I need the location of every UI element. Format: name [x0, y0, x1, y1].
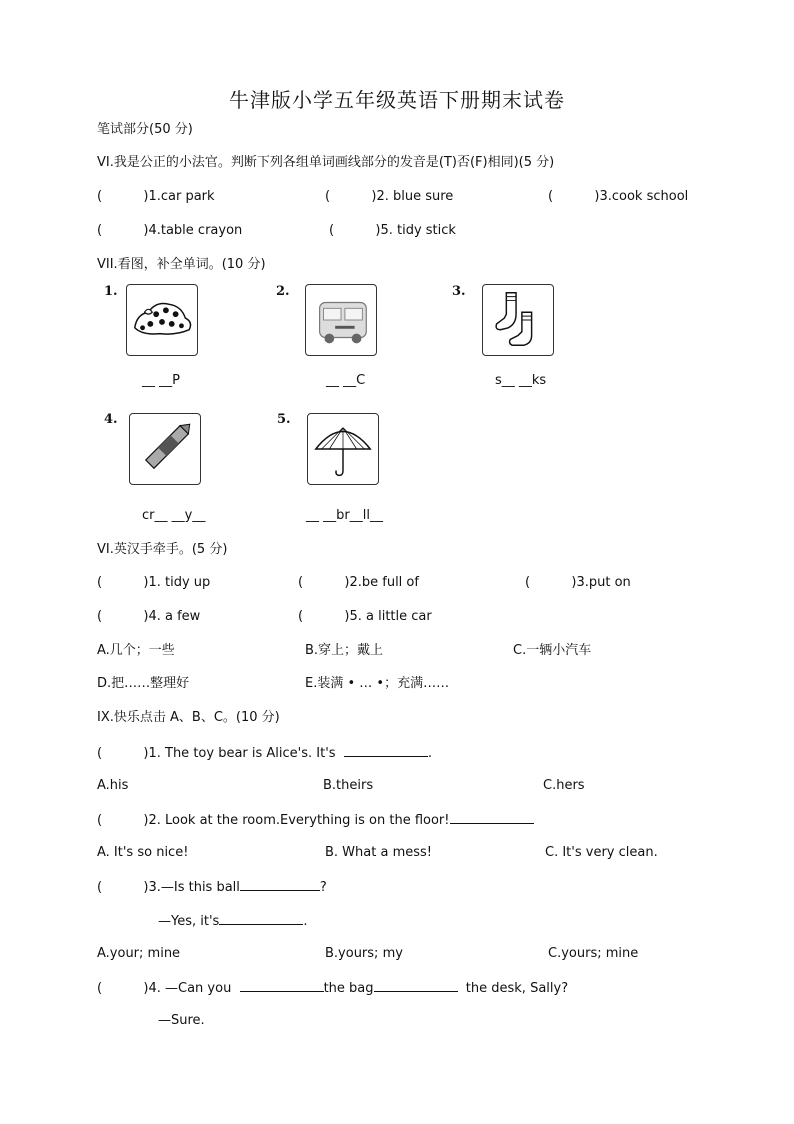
s9-q2-option-c: C. It's very clean. — [545, 845, 658, 860]
pic-number-1: 1. — [104, 284, 118, 299]
s6-item-4: ( )4.table crayon — [97, 223, 243, 238]
s9-q1-option-a: A.his — [97, 778, 129, 793]
pic-number-3: 3. — [452, 284, 466, 299]
s9-q1-option-b: B.theirs — [323, 778, 374, 793]
s8-heading: VI.英汉手牵手。(5 分) — [97, 542, 228, 557]
s9-q2-option-b: B. What a mess! — [325, 845, 432, 860]
answer-blank — [344, 744, 428, 757]
s9-question-3b: —Yes, it's . — [158, 914, 308, 929]
umbrella-icon — [308, 414, 378, 484]
s9-q2-option-a: A. It's so nice! — [97, 845, 189, 860]
answer-blank — [240, 979, 324, 992]
s6-item-1: ( )1.car park — [97, 189, 215, 204]
s8-item-1: ( )1. tidy up — [97, 575, 211, 590]
s8-item-4: ( )4. a few — [97, 609, 201, 624]
s7-answer-3: s__ __ks — [495, 373, 547, 388]
s9-q1-option-c: C.hers — [543, 778, 585, 793]
s8-option-d: D.把……整理好 — [97, 676, 190, 691]
s8-item-5: ( )5. a little car — [298, 609, 432, 624]
s8-option-c: C.一辆小汽车 — [513, 643, 592, 658]
s7-answer-4: cr__ __y__ — [142, 508, 206, 523]
crayon-icon — [130, 414, 200, 484]
s9-q3-option-b: B.yours; my — [325, 946, 403, 961]
s8-option-a: A.几个；一些 — [97, 643, 175, 658]
pic-number-2: 2. — [276, 284, 290, 299]
answer-blank — [219, 912, 303, 925]
s9-question-2: ( )2. Look at the room.Everything is on the floor! — [97, 811, 534, 829]
s9-question-4: ( )4. —Can you the bag the desk, Sally? — [97, 981, 569, 996]
s6-item-5: ( )5. tidy stick — [329, 223, 456, 238]
s9-question-3a: ( )3.—Is this ball ? — [97, 880, 327, 895]
s8-option-b: B.穿上；戴上 — [305, 643, 384, 658]
picture-box-4 — [129, 413, 201, 485]
answer-blank — [240, 878, 320, 891]
s8-item-3: ( )3.put on — [525, 575, 631, 590]
s7-heading: VII.看图，补全单词。(10 分) — [97, 257, 266, 272]
s9-question-1: ( )1. The toy bear is Alice's. It's . — [97, 746, 432, 761]
page-title: 牛津版小学五年级英语下册期末试卷 — [229, 88, 565, 112]
s7-answer-5: __ __br__ll__ — [306, 508, 383, 523]
hat-icon — [127, 285, 197, 355]
socks-icon — [483, 285, 553, 355]
s6-item-2: ( )2. blue sure — [325, 189, 454, 204]
picture-box-5 — [307, 413, 379, 485]
s9-question-4-reply: —Sure. — [158, 1013, 205, 1028]
picture-box-3 — [482, 284, 554, 356]
s7-answer-2: __ __C — [326, 373, 366, 388]
s9-q3-option-a: A.your; mine — [97, 946, 181, 961]
s9-heading: IX.快乐点击 A、B、C。(10 分) — [97, 710, 280, 725]
s8-option-e: E.装满 • … •；充满…… — [305, 676, 450, 691]
answer-blank — [374, 979, 458, 992]
s6-item-3: ( )3.cook school — [548, 189, 689, 204]
s8-item-2: ( )2.be full of — [298, 575, 419, 590]
s6-heading: VI.我是公正的小法官。判断下列各组单词画线部分的发音是(T)否(F)相同)(5 分) — [97, 155, 555, 170]
answer-blank — [450, 811, 534, 824]
s7-answer-1: __ __P — [142, 373, 180, 388]
section-written: 笔试部分(50 分) — [97, 122, 193, 137]
s9-q3-option-c: C.yours; mine — [548, 946, 639, 961]
pic-number-5: 5. — [277, 412, 291, 427]
pic-number-4: 4. — [104, 412, 118, 427]
picture-box-1 — [126, 284, 198, 356]
picture-box-2 — [305, 284, 377, 356]
bus-icon — [306, 285, 376, 355]
